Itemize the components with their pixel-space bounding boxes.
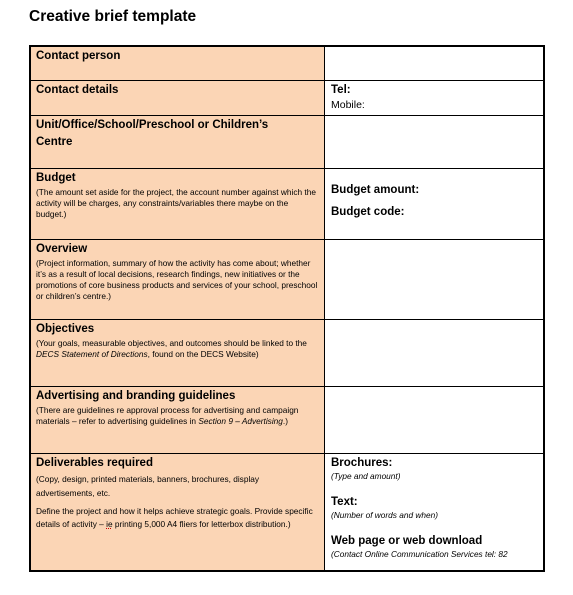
deliverables-value[interactable] [325,453,545,571]
label-cell [30,453,325,571]
unit-label-line2: Centre [36,135,73,148]
decs-statement-reference: DECS Statement of Directions [36,348,148,359]
label-cell [30,80,325,115]
budget-description: (The amount set aside for the project, the account number against which the activity will be charges, any constraints/variables there maybe on the budget.) [36,186,316,219]
row-objectives [30,319,544,386]
objectives-label: Objectives [36,322,95,335]
row-advertising [30,386,544,453]
deliverables-description-1: (Copy, design, printed materials, banners, brochures, display advertisements, etc. [36,473,260,498]
row-budget [30,168,544,239]
advertising-value[interactable] [325,386,545,453]
label-cell [30,115,325,168]
text-label: Text: [331,495,358,508]
deliverables-description-2 [36,505,319,531]
brochures-hint: (Type and amount) [331,470,401,481]
brochures-label: Brochures: [331,456,393,469]
contact-person-value[interactable] [325,46,545,80]
unit-label-line1: Unit/Office/School/Preschool or Children’s [36,118,269,131]
tel-label: Tel: [331,83,351,96]
row-contact-details [30,80,544,115]
objectives-desc-text: (Your goals, measurable objectives, and outcomes should be linked to the [36,337,307,348]
creative-brief-table [29,45,545,572]
page-title: Creative brief template [29,8,197,25]
contact-details-label: Contact details [36,83,119,96]
budget-amount-label: Budget amount: [331,183,420,196]
label-cell [30,319,325,386]
advertising-label: Advertising and branding guidelines [36,389,236,402]
text-hint: (Number of words and when) [331,509,438,520]
contact-details-value[interactable] [325,80,545,115]
deliverables-desc-text-end: printing 5,000 A4 fliers for letterbox distribution.) [112,518,291,529]
row-unit [30,115,544,168]
label-cell [30,46,325,80]
unit-value[interactable] [325,115,545,168]
section-9-reference: Section 9 – Advertising [198,415,283,426]
deliverables-desc-text: Define the project and how it helps achieve strategic goals. Provide specific details of activity – [36,505,313,529]
label-cell [30,168,325,239]
objectives-value[interactable] [325,319,545,386]
overview-value[interactable] [325,239,545,319]
mobile-label: Mobile: [331,98,365,111]
web-page-label: Web page or web download [331,534,483,547]
objectives-description [36,338,319,360]
budget-value[interactable] [325,168,545,239]
row-deliverables [30,453,544,571]
label-cell [30,386,325,453]
overview-label: Overview [36,242,88,255]
overview-description: (Project information, summary of how the activity has come about; whether it’s as a result of local decisions, research findings, new initiatives or the promotions of core business products and services of your school, preschool or children’s centre.) [36,257,318,301]
advertising-desc-text-end: .) [282,415,288,426]
row-overview [30,239,544,319]
contact-person-label: Contact person [36,50,121,62]
budget-code-label: Budget code: [331,205,405,218]
row-contact-person [30,46,544,80]
advertising-description [36,405,319,427]
label-cell [30,239,325,319]
objectives-desc-text-end: , found on the DECS Website) [147,348,259,359]
advertising-desc-text: (There are guidelines re approval process for advertising and campaign materials – refer to advertising guidelines in [36,404,299,426]
ie-abbrev: ie [106,518,113,529]
web-page-hint: (Contact Online Communication Services tel: 82 [331,548,508,559]
deliverables-label: Deliverables required [36,456,153,469]
budget-label: Budget [36,171,76,184]
